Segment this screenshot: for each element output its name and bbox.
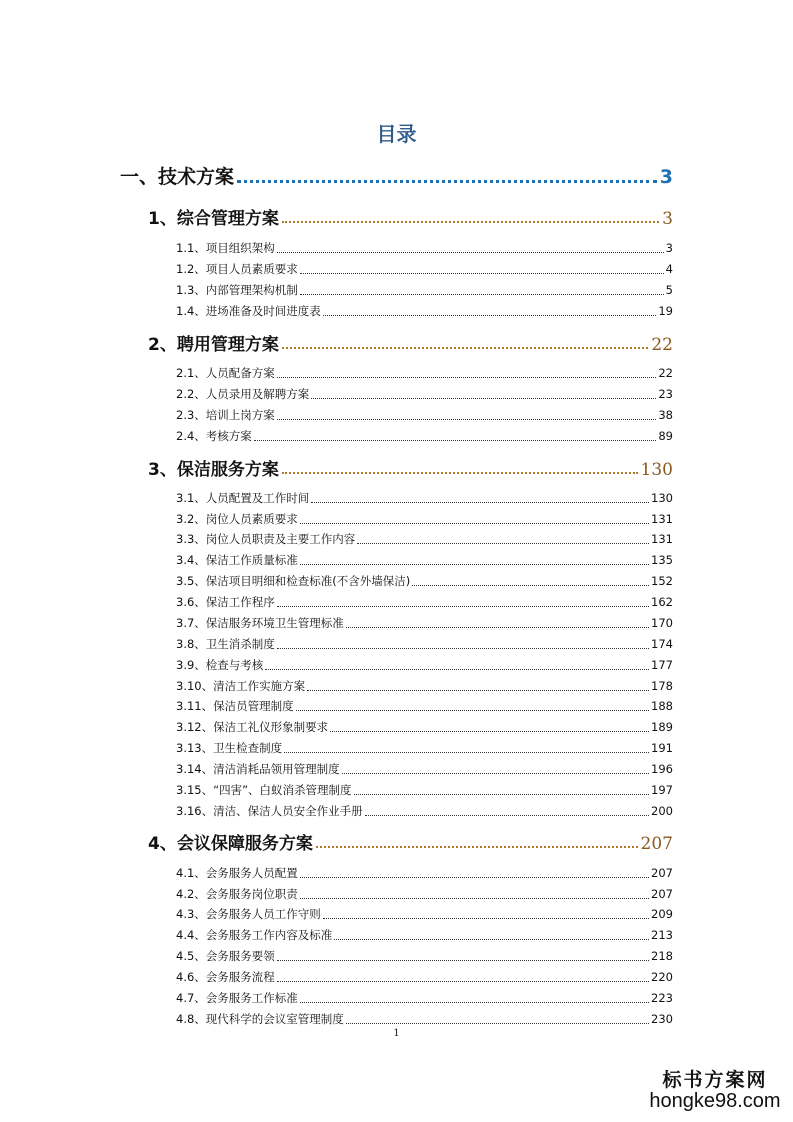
dot-leader bbox=[316, 846, 638, 848]
dot-leader bbox=[237, 180, 657, 183]
toc-entry-page: 188 bbox=[651, 699, 673, 713]
watermark-chinese: 标书方案网 bbox=[662, 1069, 768, 1091]
toc-entry-page: 170 bbox=[651, 616, 673, 630]
toc-entry-label: 1、综合管理方案 bbox=[148, 209, 279, 229]
toc-entry-label: 4.2、会务服务岗位职责 bbox=[176, 887, 298, 901]
dot-leader bbox=[300, 523, 649, 524]
toc-entry-level3[interactable] bbox=[176, 636, 673, 654]
toc-title: 目录 bbox=[376, 122, 417, 146]
toc-entry-page: 174 bbox=[651, 637, 673, 651]
dot-leader bbox=[334, 939, 649, 940]
toc-entry-label: 3.3、岗位人员职责及主要工作内容 bbox=[176, 532, 356, 546]
toc-entry-level3[interactable] bbox=[176, 552, 673, 570]
toc-entry-label: 3.1、人员配置及工作时间 bbox=[176, 491, 310, 505]
toc-entry-label: 2.3、培训上岗方案 bbox=[176, 408, 275, 422]
dot-leader bbox=[346, 1023, 649, 1024]
toc-entry-level3[interactable] bbox=[176, 761, 673, 779]
toc-entry-page: 22 bbox=[651, 335, 673, 355]
toc-entry-label: 3.10、清洁工作实施方案 bbox=[176, 679, 306, 693]
dot-leader bbox=[277, 377, 657, 378]
toc-entry-page: 196 bbox=[651, 762, 673, 776]
toc-entry-page: 218 bbox=[651, 949, 673, 963]
dot-leader bbox=[300, 273, 664, 274]
toc-entry-label: 3.16、清洁、保洁人员安全作业手册 bbox=[176, 804, 363, 818]
toc-entry-label: 2、聘用管理方案 bbox=[148, 335, 279, 355]
dot-leader bbox=[412, 585, 649, 586]
toc-entry-label: 3.11、保洁员管理制度 bbox=[176, 699, 294, 713]
dot-leader bbox=[357, 543, 649, 544]
toc-entry-label: 4.6、会务服务流程 bbox=[176, 970, 275, 984]
toc-entry-label: 3.7、保洁服务环境卫生管理标准 bbox=[176, 616, 344, 630]
toc-entry-level3[interactable] bbox=[176, 531, 673, 549]
toc-entry-label: 4.4、会务服务工作内容及标准 bbox=[176, 928, 333, 942]
toc-entry-label: 3.4、保洁工作质量标准 bbox=[176, 553, 298, 567]
dot-leader bbox=[282, 347, 649, 349]
dot-leader bbox=[311, 398, 656, 399]
toc-entry-page: 209 bbox=[651, 907, 673, 921]
toc-entry-page: 131 bbox=[651, 512, 673, 526]
toc-entry-level3[interactable] bbox=[176, 969, 673, 987]
toc-entry-page: 3 bbox=[665, 241, 673, 255]
toc-entry-level2[interactable] bbox=[148, 829, 673, 855]
toc-entry-level3[interactable] bbox=[176, 865, 673, 883]
toc-entry-page: 3 bbox=[662, 209, 673, 229]
toc-entry-level3[interactable] bbox=[176, 990, 673, 1008]
toc-entry-page: 223 bbox=[651, 991, 673, 1005]
dot-leader bbox=[323, 918, 649, 919]
toc-entry-label: 3、保洁服务方案 bbox=[148, 460, 279, 480]
toc-entry-level3[interactable] bbox=[176, 803, 673, 821]
dot-leader bbox=[300, 898, 649, 899]
dot-leader bbox=[330, 731, 649, 732]
dot-leader bbox=[254, 440, 657, 441]
dot-leader bbox=[296, 710, 649, 711]
toc-entry-label: 3.9、检查与考核 bbox=[176, 658, 264, 672]
toc-entry-page: 162 bbox=[651, 595, 673, 609]
toc-entry-level3[interactable] bbox=[176, 948, 673, 966]
dot-leader bbox=[277, 419, 657, 420]
toc-entry-page: 207 bbox=[651, 866, 673, 880]
dot-leader bbox=[300, 294, 664, 295]
page-number: 1 bbox=[393, 1028, 400, 1039]
toc-entry-level3[interactable] bbox=[176, 615, 673, 633]
toc-entry-label: 2.4、考核方案 bbox=[176, 429, 252, 443]
toc-entry-level3[interactable] bbox=[176, 386, 673, 404]
toc-entry-label: 3.12、保洁工礼仪形象制要求 bbox=[176, 720, 329, 734]
toc-entry-label: 4.5、会务服务要领 bbox=[176, 949, 275, 963]
dot-leader bbox=[307, 690, 649, 691]
toc-entry-label: 4.1、会务服务人员配置 bbox=[176, 866, 298, 880]
dot-leader bbox=[300, 564, 649, 565]
toc-entry-page: 152 bbox=[651, 574, 673, 588]
toc-entry-page: 197 bbox=[651, 783, 673, 797]
toc-entry-level3[interactable] bbox=[176, 678, 673, 696]
toc-entry-label: 3.13、卫生检查制度 bbox=[176, 741, 283, 755]
toc-entry-page: 230 bbox=[651, 1012, 673, 1026]
toc-entry-level3[interactable] bbox=[176, 490, 673, 508]
toc-entry-level1[interactable] bbox=[120, 162, 673, 190]
toc-entry-label: 3.6、保洁工作程序 bbox=[176, 595, 275, 609]
toc-entry-level3[interactable] bbox=[176, 906, 673, 924]
toc-entry-level3[interactable] bbox=[176, 657, 673, 675]
toc-entry-page: 189 bbox=[651, 720, 673, 734]
watermark-domain: hongke98.com bbox=[649, 1090, 781, 1112]
dot-leader bbox=[277, 960, 649, 961]
dot-leader bbox=[282, 221, 659, 223]
toc-entry-page: 89 bbox=[658, 429, 673, 443]
dot-leader bbox=[277, 606, 649, 607]
toc-entry-level3[interactable] bbox=[176, 594, 673, 612]
toc-entry-label: 4.3、会务服务人员工作守则 bbox=[176, 907, 321, 921]
dot-leader bbox=[282, 472, 638, 474]
toc-entry-level3[interactable] bbox=[176, 698, 673, 716]
toc-entry-page: 200 bbox=[651, 804, 673, 818]
toc-entry-page: 130 bbox=[651, 491, 673, 505]
toc-entry-page: 3 bbox=[659, 166, 673, 188]
toc-entry-page: 191 bbox=[651, 741, 673, 755]
toc-entry-page: 19 bbox=[658, 304, 673, 318]
toc-entry-level3[interactable] bbox=[176, 927, 673, 945]
toc-entry-label: 1.1、项目组织架构 bbox=[176, 241, 275, 255]
toc-entry-level3[interactable] bbox=[176, 740, 673, 758]
toc-entry-page: 4 bbox=[665, 262, 673, 276]
toc-entry-level2[interactable] bbox=[148, 330, 673, 356]
dot-leader bbox=[342, 773, 649, 774]
dot-leader bbox=[277, 981, 649, 982]
dot-leader bbox=[300, 1002, 649, 1003]
toc-entry-level3[interactable] bbox=[176, 407, 673, 425]
toc-entry-page: 22 bbox=[658, 366, 673, 380]
toc-entry-level3[interactable] bbox=[176, 573, 673, 591]
dot-leader bbox=[323, 315, 657, 316]
dot-leader bbox=[300, 877, 649, 878]
toc-entry-page: 177 bbox=[651, 658, 673, 672]
toc-entry-level3[interactable] bbox=[176, 428, 673, 446]
toc-entry-label: 4.7、会务服务工作标准 bbox=[176, 991, 298, 1005]
toc-entry-label: 3.15、“四害”、白蚁消杀管理制度 bbox=[176, 783, 352, 797]
toc-entry-level2[interactable] bbox=[148, 455, 673, 481]
dot-leader bbox=[311, 502, 649, 503]
toc-entry-level3[interactable] bbox=[176, 261, 673, 279]
toc-entry-label: 2.2、人员录用及解聘方案 bbox=[176, 387, 310, 401]
toc-entry-page: 38 bbox=[658, 408, 673, 422]
toc-entry-label: 1.2、项目人员素质要求 bbox=[176, 262, 298, 276]
toc-entry-page: 131 bbox=[651, 532, 673, 546]
toc-entry-label: 1.3、内部管理架构机制 bbox=[176, 283, 298, 297]
toc-entry-page: 130 bbox=[640, 460, 673, 480]
dot-leader bbox=[277, 252, 664, 253]
toc-entry-label: 3.2、岗位人员素质要求 bbox=[176, 512, 298, 526]
toc-entry-level3[interactable] bbox=[176, 303, 673, 321]
dot-leader bbox=[277, 648, 649, 649]
toc-entry-page: 220 bbox=[651, 970, 673, 984]
toc-entry-page: 213 bbox=[651, 928, 673, 942]
toc-entry-label: 4.8、现代科学的会议室管理制度 bbox=[176, 1012, 344, 1026]
toc-entry-label: 3.14、清洁消耗品领用管理制度 bbox=[176, 762, 340, 776]
toc-entry-level2[interactable] bbox=[148, 204, 673, 230]
toc-entry-label: 1.4、进场准备及时间进度表 bbox=[176, 304, 321, 318]
watermark bbox=[640, 1065, 790, 1113]
dot-leader bbox=[365, 815, 649, 816]
dot-leader bbox=[354, 794, 650, 795]
toc-entry-level3[interactable] bbox=[176, 1011, 673, 1029]
toc-entry-page: 207 bbox=[640, 834, 673, 854]
toc-entry-page: 5 bbox=[665, 283, 673, 297]
toc-entry-level3[interactable] bbox=[176, 782, 673, 800]
dot-leader bbox=[265, 669, 649, 670]
toc-entry-page: 207 bbox=[651, 887, 673, 901]
toc-entry-level3[interactable] bbox=[176, 282, 673, 300]
toc-entry-page: 178 bbox=[651, 679, 673, 693]
toc-entry-level3[interactable] bbox=[176, 365, 673, 383]
dot-leader bbox=[346, 627, 649, 628]
dot-leader bbox=[284, 752, 649, 753]
toc-entry-label: 一、技术方案 bbox=[120, 166, 235, 188]
toc-entry-label: 4、会议保障服务方案 bbox=[148, 834, 313, 854]
toc-entry-page: 135 bbox=[651, 553, 673, 567]
toc-entry-label: 3.8、卫生消杀制度 bbox=[176, 637, 275, 651]
toc-entry-page: 23 bbox=[658, 387, 673, 401]
toc-entry-level3[interactable] bbox=[176, 511, 673, 529]
toc-entry-level3[interactable] bbox=[176, 719, 673, 737]
toc-entry-label: 2.1、人员配备方案 bbox=[176, 366, 275, 380]
toc-entry-label: 3.5、保洁项目明细和检查标准(不含外墙保洁) bbox=[176, 574, 411, 588]
toc-entry-level3[interactable] bbox=[176, 240, 673, 258]
toc-entry-level3[interactable] bbox=[176, 886, 673, 904]
